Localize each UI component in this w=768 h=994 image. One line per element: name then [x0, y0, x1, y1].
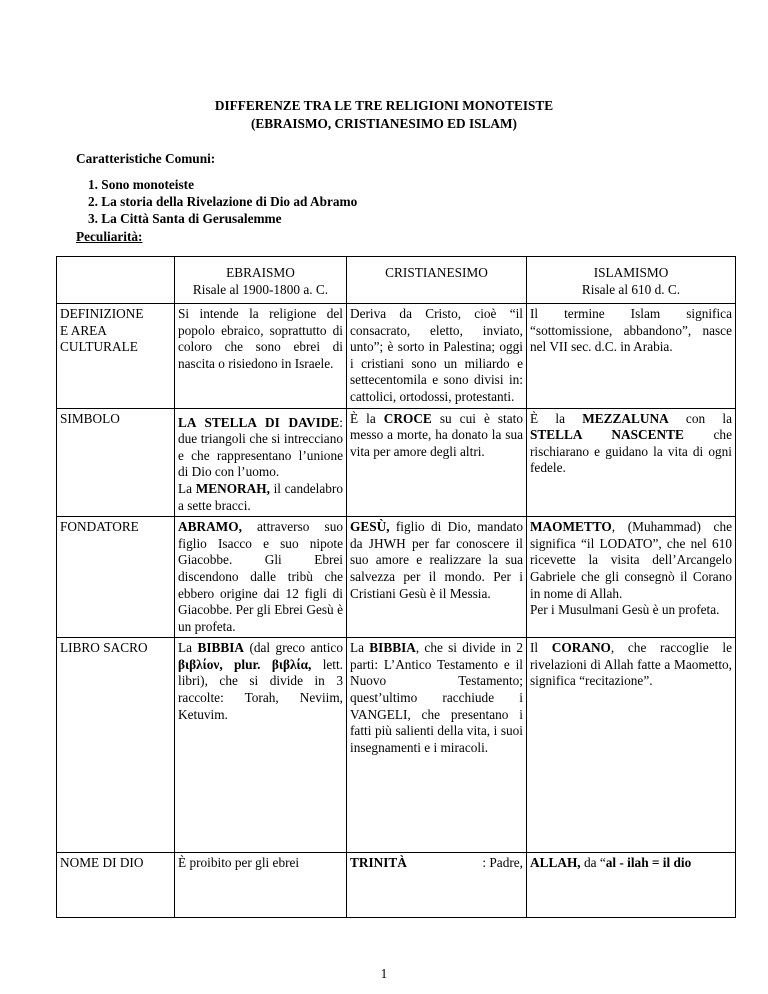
bold-term: al - ilah = il dio [605, 855, 692, 871]
cell-libro-cristianesimo [347, 638, 527, 853]
cell-fondatore-islamismo [527, 517, 736, 638]
text-span: La [350, 640, 370, 656]
text-span: Il [530, 640, 552, 656]
header-ebraismo-label: EBRAISMO [226, 265, 295, 280]
table-row [57, 304, 736, 409]
text-span: figlio di Dio, mandato da JHWH per far conoscere il suo amore e realizzare la sua salvezza per il mondo. Per i Cristiani Gesù è il Messia. [350, 519, 523, 601]
bold-term: TRINITÀ [350, 855, 407, 871]
bold-term: ABRAMO, [178, 519, 242, 535]
text-span: , (Muhammad) che significa “il LODATO”, che nel 610 ricevette la visita dell’Arcangelo Gabriele che gli consegnò il Corano in nome di Allah. [530, 519, 732, 601]
header-empty-cell [57, 257, 175, 304]
fondatore-islamismo-p1 [530, 519, 732, 602]
cell-definizione-ebraismo: Si intende la religione del popolo ebraico, soprattutto di coloro che sono ebrei di nascita o risiedono in Israele. [175, 304, 347, 409]
bold-term: BIBBIA [369, 640, 416, 656]
header-islamismo [527, 257, 736, 304]
cell-definizione-cristianesimo: Deriva da Cristo, cioè “il consacrato, eletto, inviato, unto”; è sorto in Palestina; oggi i cristiani sono un miliardo e settecentomila e sono divisi in: cattolici, ortodossi, protestanti. [347, 304, 527, 409]
text-span: attraverso suo figlio Isacco e suo nipote Giacobbe. Gli Ebrei discendono dalle tribù che ebbero origine dai 12 figli di Giacobbe. Per gli Ebrei Gesù è un profeta. [178, 519, 343, 634]
title-line-1: DIFFERENZE TRA LE TRE RELIGIONI MONOTEISTE [214, 98, 554, 113]
header-islamismo-label: ISLAMISMO [593, 265, 669, 280]
text-span: : Padre, [482, 855, 523, 871]
comparison-table [56, 256, 736, 918]
cell-nome-ebraismo: È proibito per gli ebrei [175, 853, 347, 918]
bold-term: GESÙ, [350, 519, 390, 535]
cell-simbolo-ebraismo [175, 408, 347, 517]
cell-nome-cristianesimo [347, 853, 527, 918]
bold-term: ALLAH, [530, 855, 581, 871]
cell-definizione-islamismo: Il termine Islam significa “sottomissione, abbandono”, nasce nel VII sec. d.C. in Arabia. [527, 304, 736, 409]
common-item: 2. La storia della Rivelazione di Dio ad Abramo [88, 194, 358, 209]
header-ebraismo-date: Risale al 1900-1800 a. C. [192, 281, 329, 297]
row-label-line: E AREA [60, 322, 107, 338]
bold-term: MEZZALUNA [582, 410, 669, 426]
text-span: che rischiarano e guidano la vita di ogni fedele. [530, 427, 732, 476]
text-span: con la [668, 410, 732, 426]
cell-libro-ebraismo [175, 638, 347, 853]
bold-term: LA STELLA DI DAVIDE [178, 414, 340, 430]
text-span: La [178, 640, 198, 656]
table-header-row [57, 257, 736, 304]
bold-term: MAOMETTO [530, 519, 612, 535]
header-cristianesimo [347, 257, 527, 304]
fondatore-islamismo-p2: Per i Musulmani Gesù è un profeta. [530, 602, 720, 618]
text-span: , che raccoglie le rivelazioni di Allah fatte a Maometto, significa “recitazione”. [530, 640, 732, 689]
peculiarita-heading: Peculiarità: [76, 229, 143, 244]
bold-term: MENORAH, [195, 480, 270, 496]
table-row [57, 408, 736, 517]
row-label-fondatore: FONDATORE [57, 517, 175, 638]
row-label-nome: NOME DI DIO [57, 853, 175, 918]
bold-term: CORANO [551, 640, 611, 656]
row-label-definizione [57, 304, 175, 409]
text-span: La [178, 480, 196, 496]
bold-term: βιβλίον, plur. βιβλία, [178, 656, 312, 672]
cell-fondatore-cristianesimo [347, 517, 527, 638]
text-span: , che si divide in 2 parti: L’Antico Testamento e il Nuovo Testamento; quest’ultimo racchiude i VANGELI, che presentano i fatti più salienti della vita, i suoi insegnamenti e i miracoli. [350, 640, 523, 755]
row-label-simbolo: SIMBOLO [57, 408, 175, 517]
text-span: È la [530, 410, 583, 426]
cell-simbolo-cristianesimo [347, 408, 527, 517]
row-label-line: DEFINIZIONE [60, 306, 144, 321]
table-row [57, 853, 736, 918]
row-label-line: CULTURALE [60, 339, 138, 355]
simbolo-ebraismo-p2 [178, 481, 343, 514]
title-line-2: (EBRAISMO, CRISTIANESIMO ED ISLAM) [251, 116, 517, 131]
common-heading: Caratteristiche Comuni: [76, 151, 216, 166]
text-span: : due triangoli che si intrecciano e che rappresentano l’unione di Dio con l’uomo. [178, 414, 343, 480]
simbolo-ebraismo-p1 [178, 411, 343, 481]
text-span: su cui è stato messo a morte, ha donato la sua vita per amore degli altri. [350, 410, 523, 459]
page-number: 1 [380, 966, 388, 981]
bold-term: BIBBIA [197, 640, 245, 656]
cell-libro-islamismo [527, 638, 736, 853]
text-span: da “ [580, 855, 606, 871]
common-list [76, 176, 357, 227]
bold-term: CROCE [383, 410, 432, 426]
header-cristianesimo-label: CRISTIANESIMO [385, 265, 488, 280]
text-span: lett. libri), che si divide in 3 raccolte: Torah, Neviim, Ketuvim. [178, 656, 344, 722]
bold-term: STELLA NASCENTE [530, 427, 684, 443]
header-islamismo-date: Risale al 610 d. C. [581, 281, 681, 297]
text-span: (dal greco antico [244, 640, 343, 656]
cell-fondatore-ebraismo [175, 517, 347, 638]
row-label-libro: LIBRO SACRO [57, 638, 175, 853]
cell-nome-islamismo [527, 853, 736, 918]
text-span: il candelabro a sette bracci. [178, 480, 343, 513]
cell-simbolo-islamismo [527, 408, 736, 517]
header-ebraismo [175, 257, 347, 304]
table-row [57, 517, 736, 638]
text-span: È la [350, 410, 384, 426]
common-item: 1. Sono monoteiste [88, 177, 195, 192]
table-row [57, 638, 736, 853]
common-item: 3. La Città Santa di Gerusalemme [88, 211, 282, 226]
